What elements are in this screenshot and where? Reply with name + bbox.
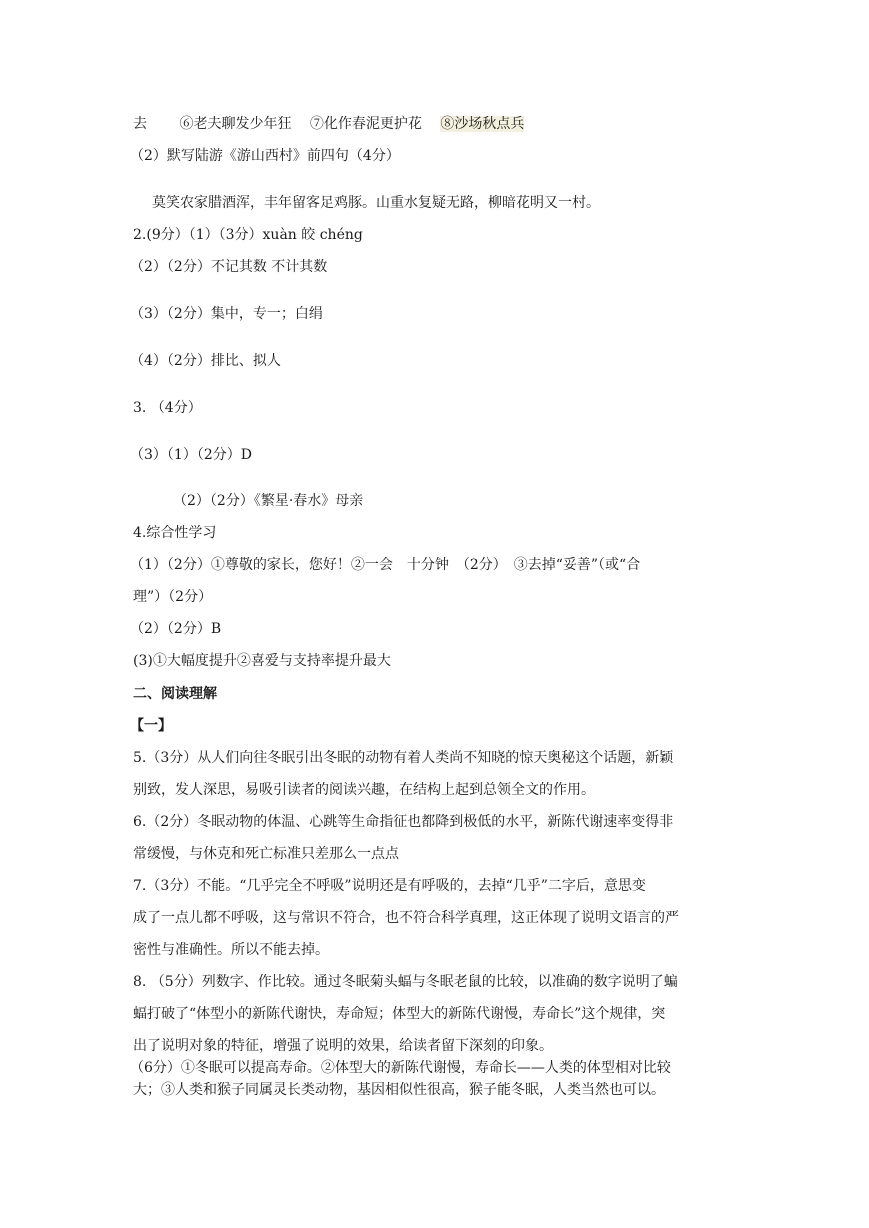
question-3-heading: 3. （4分） [133,400,202,416]
question-8-answer-cont-2: 出了说明对象的特征，增强了说明的效果，给读者留下深刻的印象。 [133,1038,553,1054]
question-9-answer: （6分）①冬眠可以提高寿命。②体型大的新陈代谢慢，寿命长——人类的体型相对比较 [130,1060,671,1076]
question-6-answer-cont: 常缓慢，与休克和死亡标准只差那么一点点 [133,846,399,862]
subsection-heading-one: 【一】 [130,718,172,734]
question-9-answer-cont: 大；③人类和猴子同属灵长类动物，基因相似性很高，猴子能冬眠，人类当然也可以。 [133,1082,665,1098]
answer-fragment-qu: 去 [133,116,147,132]
question-5-answer-cont: 别致，发人深思，易吸引读者的阅读兴趣，在结构上起到总领全文的作用。 [133,782,595,798]
question-2-answer-2: （2）（2分）不记其数 不计其数 [130,259,328,275]
question-2-answer-3: （3）（2分）集中，专一；白绢 [130,306,323,322]
question-7-answer: 7.（3分）不能。“几乎完全不呼吸”说明还是有呼吸的，去掉“几乎”二字后，意思变 [133,878,646,894]
poem-dictation-answer: 莫笑农家腊酒浑，丰年留客足鸡豚。山重水复疑无路，柳暗花明又一村。 [152,195,600,211]
answer-item-8-highlighted: ⑧沙场秋点兵 [440,116,525,132]
question-4-answer-1-cont: 理”）（2分） [133,589,213,605]
answer-item-6: ⑥老夫聊发少年狂 [179,116,292,132]
question-8-answer: 8. （5分）列数字、作比较。通过冬眠菊头蝠与冬眠老鼠的比较，以准确的数字说明了蝙 [133,974,678,990]
question-7-answer-cont-1: 成了一点儿都不呼吸，这与常识不符合，也不符合科学真理，这正体现了说明文语言的严 [133,910,679,926]
answer-item-7: ⑦化作春泥更护花 [309,116,422,132]
question-3-answer-1: （3）（1）（2分）D [130,447,252,463]
question-4-heading: 4.综合性学习 [133,525,217,541]
question-4-answer-1: （1）（2分）①尊敬的家长，您好！②一会 十分钟 （2分） ③去掉“妥善”（或“合 [130,557,641,573]
question-7-answer-cont-2: 密性与准确性。所以不能去掉。 [133,942,329,958]
question-4-answer-2: （2）（2分）B [130,621,222,637]
question-2-answer-1: 2.(9分）（1）（3分）xuàn 皎 chéng [133,227,363,243]
question-6-answer: 6.（2分）冬眠动物的体温、心跳等生命指征也都降到极低的水平，新陈代谢速率变得非 [133,814,674,830]
question-1-2-heading: （2）默写陆游《游山西村》前四句（4分） [130,148,400,164]
question-2-answer-4: （4）（2分）排比、拟人 [130,353,281,369]
question-5-answer: 5.（3分）从人们向往冬眠引出冬眠的动物有着人类尚不知晓的惊天奥秘这个话题，新颖 [133,750,674,766]
poem-answers-line [133,114,524,134]
question-3-answer-2: （2）（2分）《繁星·春水》母亲 [173,493,364,509]
section-heading-reading: 二、阅读理解 [133,686,217,702]
question-8-answer-cont-1: 蝠打破了“体型小的新陈代谢快，寿命短；体型大的新陈代谢慢，寿命长”这个规律，突 [133,1006,666,1022]
question-4-answer-3: (3)①大幅度提升②喜爱与支持率提升最大 [133,653,391,669]
